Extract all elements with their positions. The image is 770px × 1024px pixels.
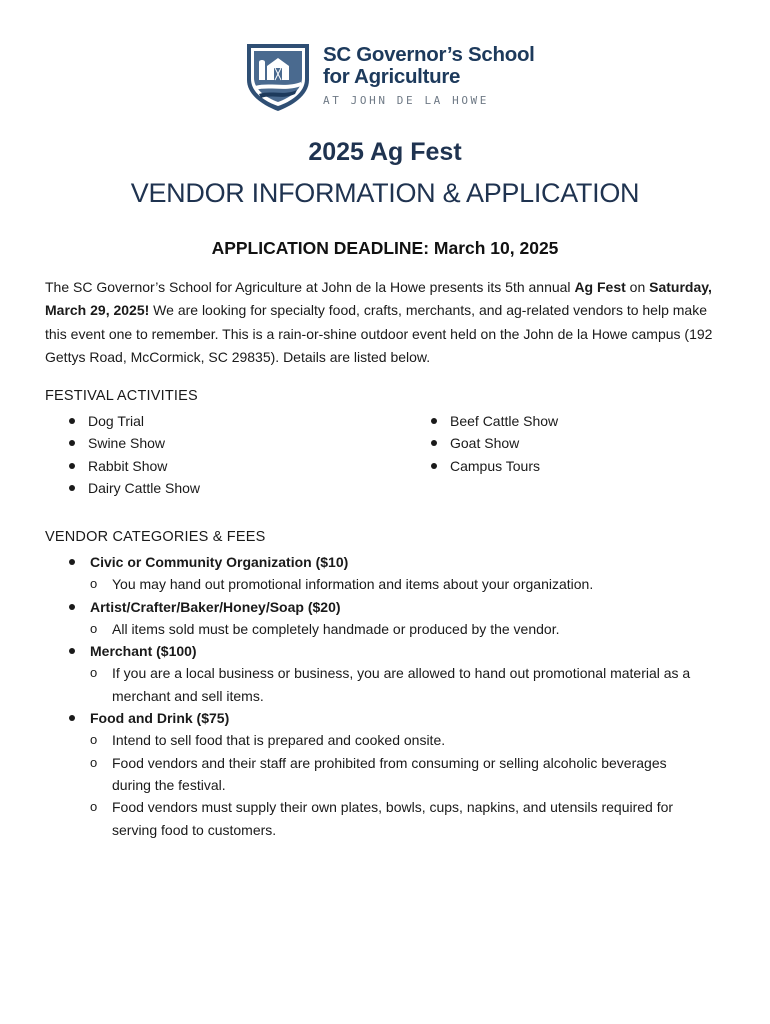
category-note: o Intend to sell food that is prepared and cooked onsite. xyxy=(66,729,702,751)
category-note: o Food vendors must supply their own plates, bowls, cups, napkins, and utensils required for serving food to customers. xyxy=(66,796,702,841)
list-item: Campus Tours xyxy=(428,455,728,477)
vendor-categories-list xyxy=(66,551,736,841)
logo-line-2: for Agriculture xyxy=(323,65,461,88)
category-title: Merchant ($100) xyxy=(90,643,197,660)
list-item: Goat Show xyxy=(428,432,728,454)
document-subtitle: VENDOR INFORMATION & APPLICATION xyxy=(130,178,640,208)
intro-text-3: We are looking for specialty food, crafts, merchants, and ag-related vendors to help make this event one to remember. This is a rain-or-shine outdoor event held on the John de la Howe campus (192 Gettys Road, McCormick, SC 29835). Details are listed below. xyxy=(45,302,713,365)
category-title: Civic or Community Organization ($10) xyxy=(90,554,349,570)
category-note: o If you are a local business or business, you are allowed to hand out promotional material as a merchant and sell items. xyxy=(66,662,702,707)
list-item: Beef Cattle Show xyxy=(428,410,728,432)
list-item: Dog Trial xyxy=(66,410,366,432)
application-deadline: APPLICATION DEADLINE: March 10, 2025 xyxy=(211,238,559,258)
shield-logo-icon xyxy=(245,42,311,112)
school-logo xyxy=(245,42,545,114)
intro-text-2: on xyxy=(625,279,650,295)
list-item: Swine Show xyxy=(66,432,366,454)
intro-paragraph xyxy=(45,276,725,369)
intro-text-1: The SC Governor’s School for Agriculture at John de la Howe presents its 5th annual xyxy=(45,279,575,295)
category-title: Artist/Crafter/Baker/Honey/Soap ($20) xyxy=(90,598,341,615)
category-title: Food and Drink ($75) xyxy=(90,710,230,727)
vendor-category-civic xyxy=(66,551,736,573)
logo-tagline: AT JOHN DE LA HOWE xyxy=(323,94,490,107)
list-item: Rabbit Show xyxy=(66,455,366,477)
vendor-category-food xyxy=(66,707,736,729)
activities-heading: FESTIVAL ACTIVITIES xyxy=(45,388,198,404)
activities-list-right xyxy=(428,410,728,477)
category-note: o You may hand out promotional information and items about your organization. xyxy=(66,573,702,595)
vendor-category-artist xyxy=(66,596,736,618)
intro-bold-date: Saturday, March 29, 2025! xyxy=(45,279,712,319)
category-note: o All items sold must be completely handmade or produced by the vendor. xyxy=(66,618,702,640)
vendor-categories-heading: VENDOR CATEGORIES & FEES xyxy=(45,529,266,545)
vendor-category-merchant xyxy=(66,640,736,662)
logo-line-1: SC Governor’s School xyxy=(323,43,535,66)
intro-bold-event: Ag Fest xyxy=(574,279,626,295)
event-title: 2025 Ag Fest xyxy=(308,138,462,166)
category-note: o Food vendors and their staff are prohibited from consuming or selling alcoholic beverages during the festival. xyxy=(66,752,702,797)
activities-list-left xyxy=(66,410,366,499)
list-item: Dairy Cattle Show xyxy=(66,477,366,499)
